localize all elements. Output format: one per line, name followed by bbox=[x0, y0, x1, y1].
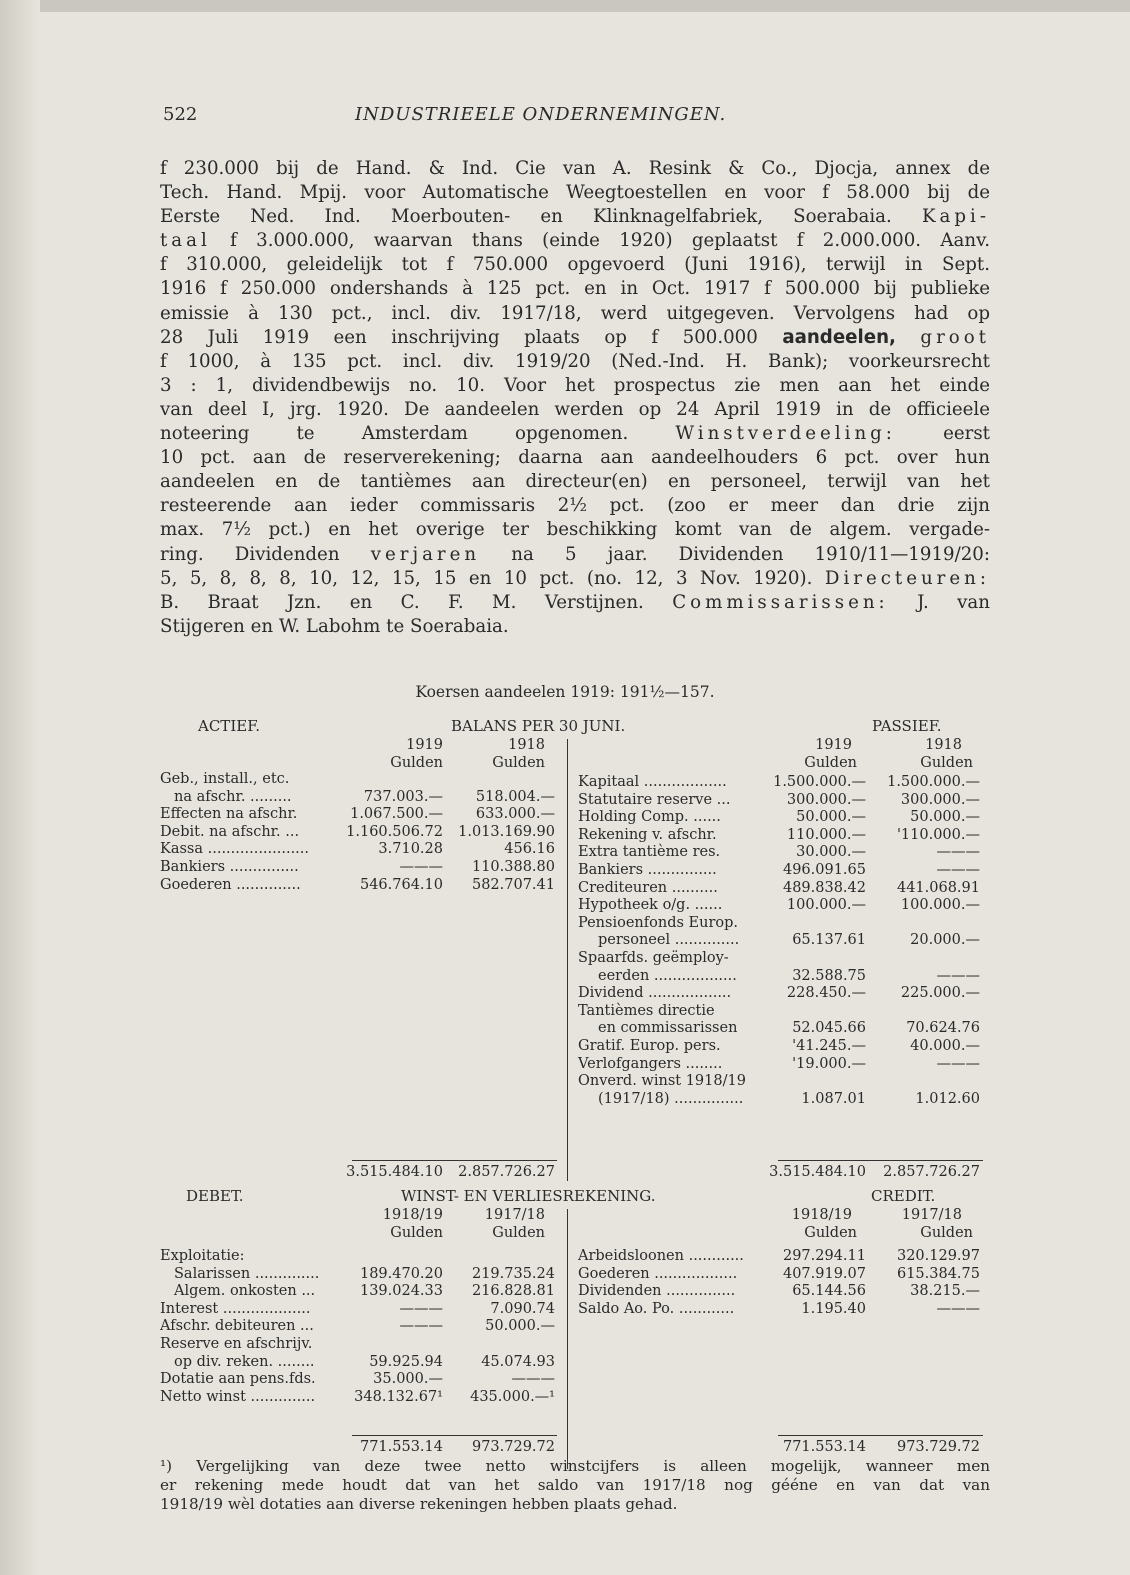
left-side-title: DEBET. bbox=[186, 1187, 244, 1205]
value-cell: ——— bbox=[399, 859, 443, 875]
value-cell: 50.000.— bbox=[910, 809, 980, 826]
text-line: 5, 5, 8, 8, 8, 10, 12, 15, 15 en 10 pct. (no. 12, 3 Nov. 1920). Directeuren: bbox=[160, 567, 990, 589]
value-cell: 435.000.—¹ bbox=[470, 1388, 555, 1405]
value-cell: 65.137.61 bbox=[792, 932, 866, 949]
value-cell: 30.000.— bbox=[796, 844, 866, 861]
row-label: Dividend .................. bbox=[578, 985, 732, 1002]
value-cell: 32.588.75 bbox=[792, 967, 866, 984]
value-cell: ——— bbox=[399, 1300, 443, 1317]
value-cell: '41.245.— bbox=[792, 1038, 866, 1054]
text-line: f 1000, à 135 pct. incl. div. 1919/20 (Ned.-Ind. H. Bank); voorkeursrecht bbox=[160, 350, 990, 372]
row-label: Kapitaal .................. bbox=[578, 774, 727, 790]
value-cell: 100.000.— bbox=[900, 897, 980, 914]
value-cell: 546.764.10 bbox=[359, 876, 443, 893]
footnote-line: 1918/19 wèl dotaties aan diverse rekeningen hebben plaats gehad. bbox=[160, 1495, 678, 1513]
year-header: 1917/18 bbox=[484, 1207, 545, 1223]
value-cell: 228.450.— bbox=[786, 985, 866, 1002]
value-cell: 633.000.— bbox=[475, 806, 555, 823]
row-label: Bankiers ............... bbox=[160, 859, 299, 875]
value-cell: 615.384.75 bbox=[896, 1265, 980, 1282]
text-line: Stijgeren en W. Labohm te Soerabaia. bbox=[160, 615, 509, 637]
total-rule bbox=[778, 1435, 983, 1436]
row-label: en commissarissen bbox=[598, 1020, 738, 1037]
value-cell: 407.919.07 bbox=[782, 1265, 866, 1282]
value-cell: 518.004.— bbox=[475, 788, 555, 805]
text-line: van deel I, jrg. 1920. De aandeelen werden op 24 April 1919 in de officieele bbox=[160, 398, 990, 420]
value-cell: 7.090.74 bbox=[490, 1300, 555, 1317]
value-cell: ——— bbox=[936, 1300, 980, 1317]
value-cell: 110.000.— bbox=[786, 826, 866, 843]
value-cell: ——— bbox=[399, 1318, 443, 1335]
text-line: noteering te Amsterdam opgenomen. Winstverdeeling: eerst bbox=[160, 423, 990, 445]
row-label: Tantièmes directie bbox=[578, 1002, 715, 1019]
total-value: 973.729.72 bbox=[896, 1439, 980, 1455]
value-cell: ——— bbox=[511, 1371, 555, 1388]
value-cell: 737.003.— bbox=[363, 788, 443, 805]
row-label: Onverd. winst 1918/19 bbox=[578, 1073, 746, 1090]
value-cell: 1.160.506.72 bbox=[346, 823, 443, 840]
row-label: Pensioenfonds Europ. bbox=[578, 914, 738, 931]
scan-edge bbox=[0, 0, 1130, 12]
running-title: INDUSTRIEELE ONDERNEMINGEN. bbox=[355, 104, 727, 125]
row-label: Dotatie aan pens.fds. bbox=[160, 1371, 316, 1388]
row-label: Holding Comp. ...... bbox=[578, 809, 721, 826]
value-cell: 45.074.93 bbox=[481, 1353, 555, 1370]
row-label: Netto winst .............. bbox=[160, 1388, 316, 1405]
year-header: 1918 bbox=[925, 737, 962, 753]
value-cell: 59.925.94 bbox=[369, 1353, 443, 1370]
value-cell: 1.195.40 bbox=[801, 1300, 866, 1317]
column-divider bbox=[567, 1209, 568, 1469]
text-line: f 230.000 bij de Hand. & Ind. Cie van A. Resink & Co., Djocja, annex de bbox=[160, 158, 990, 179]
unit-header: Gulden bbox=[804, 755, 857, 771]
row-label: Spaarfds. geëmploy- bbox=[578, 950, 729, 966]
table-title: WINST- EN VERLIESREKENING. bbox=[401, 1187, 656, 1205]
value-cell: 40.000.— bbox=[910, 1038, 980, 1054]
value-cell: 320.129.97 bbox=[896, 1248, 980, 1264]
year-header: 1919 bbox=[815, 737, 852, 753]
text-line: taal f 3.000.000, waarvan thans (einde 1920) geplaatst f 2.000.000. Aanv. bbox=[160, 230, 990, 252]
binding-shadow bbox=[0, 0, 40, 1575]
text-line: 28 Juli 1919 een inschrijving plaats op f 500.000 aandeelen, groot bbox=[160, 326, 990, 348]
row-label: Salarissen .............. bbox=[174, 1265, 320, 1282]
value-cell: 441.068.91 bbox=[896, 879, 980, 896]
share-prices-line: Koersen aandeelen 1919: 191½—157. bbox=[415, 683, 715, 701]
row-label: Bankiers ............... bbox=[578, 862, 717, 878]
text-line: emissie à 130 pct., incl. div. 1917/18, werd uitgegeven. Vervolgens had op bbox=[160, 302, 990, 324]
value-cell: 70.624.76 bbox=[906, 1020, 980, 1037]
value-cell: 1.013.169.90 bbox=[458, 823, 555, 840]
value-cell: 489.838.42 bbox=[782, 879, 866, 896]
row-label: Gratif. Europ. pers. bbox=[578, 1038, 721, 1054]
total-value: 771.553.14 bbox=[359, 1439, 443, 1455]
value-cell: 216.828.81 bbox=[471, 1283, 555, 1300]
value-cell: 348.132.67¹ bbox=[354, 1388, 443, 1405]
value-cell: 582.707.41 bbox=[471, 876, 555, 893]
year-header: 1917/18 bbox=[901, 1207, 962, 1223]
total-value: 2.857.726.27 bbox=[458, 1164, 555, 1180]
text-line: f 310.000, geleidelijk tot f 750.000 opgevoerd (Juni 1916), terwijl in Sept. bbox=[160, 254, 990, 276]
value-cell: 1.067.500.— bbox=[350, 806, 443, 823]
row-label: Goederen .............. bbox=[160, 876, 301, 893]
value-cell: 456.16 bbox=[504, 841, 555, 858]
value-cell: 100.000.— bbox=[786, 897, 866, 914]
value-cell: 65.144.56 bbox=[792, 1283, 866, 1300]
row-label: Exploitatie: bbox=[160, 1248, 245, 1264]
row-label: Reserve en afschrijv. bbox=[160, 1336, 313, 1352]
text-line: resteerende aan ieder commissaris 2½ pct. (zoo er meer dan drie zijn bbox=[160, 495, 990, 517]
row-label: Arbeidsloonen ............ bbox=[578, 1248, 744, 1264]
unit-header: Gulden bbox=[492, 755, 545, 771]
value-cell: 38.215.— bbox=[910, 1283, 980, 1300]
row-label: Dividenden ............... bbox=[578, 1283, 736, 1300]
row-label: eerden .................. bbox=[598, 967, 737, 984]
value-cell: 35.000.— bbox=[373, 1371, 443, 1388]
text-line: 3 : 1, dividendbewijs no. 10. Voor het prospectus zie men aan het einde bbox=[160, 374, 990, 396]
row-label: Crediteuren .......... bbox=[578, 879, 718, 896]
value-cell: 189.470.20 bbox=[359, 1265, 443, 1282]
text-line: ring. Dividenden verjaren na 5 jaar. Dividenden 1910/11—1919/20: bbox=[160, 543, 990, 565]
row-label: Verlofgangers ........ bbox=[578, 1055, 723, 1072]
row-label: Hypotheek o/g. ...... bbox=[578, 897, 723, 914]
value-cell: 20.000.— bbox=[910, 932, 980, 949]
value-cell: '110.000.— bbox=[896, 826, 980, 843]
unit-header: Gulden bbox=[390, 1225, 443, 1241]
row-label: Geb., install., etc. bbox=[160, 771, 290, 787]
total-value: 771.553.14 bbox=[782, 1439, 866, 1455]
value-cell: ——— bbox=[936, 967, 980, 984]
text-line: max. 7½ pct.) en het overige ter beschikking komt van de algem. vergade- bbox=[160, 519, 990, 541]
value-cell: 1.500.000.— bbox=[773, 774, 866, 790]
row-label: Interest ................... bbox=[160, 1300, 311, 1317]
row-label: personeel .............. bbox=[598, 932, 740, 949]
value-cell: 1.500.000.— bbox=[887, 774, 980, 790]
year-header: 1919 bbox=[406, 737, 443, 753]
text-line: aandeelen en de tantièmes aan directeur(en) en personeel, terwijl van het bbox=[160, 471, 990, 493]
unit-header: Gulden bbox=[390, 755, 443, 771]
value-cell: ——— bbox=[936, 862, 980, 878]
value-cell: 110.388.80 bbox=[471, 859, 555, 875]
right-side-title: PASSIEF. bbox=[872, 717, 942, 735]
table-title: BALANS PER 30 JUNI. bbox=[451, 717, 626, 735]
text-line: Eerste Ned. Ind. Moerbouten- en Klinknagelfabriek, Soerabaia. Kapi- bbox=[160, 206, 990, 228]
total-value: 2.857.726.27 bbox=[883, 1164, 980, 1180]
value-cell: 297.294.11 bbox=[782, 1248, 866, 1264]
row-label: Algem. onkosten ... bbox=[174, 1283, 316, 1300]
value-cell: 3.710.28 bbox=[378, 841, 443, 858]
row-label: na afschr. ......... bbox=[174, 788, 292, 805]
row-label: op div. reken. ........ bbox=[174, 1353, 315, 1370]
unit-header: Gulden bbox=[920, 1225, 973, 1241]
total-value: 973.729.72 bbox=[471, 1439, 555, 1455]
value-cell: 219.735.24 bbox=[471, 1265, 555, 1282]
total-value: 3.515.484.10 bbox=[346, 1164, 443, 1180]
value-cell: 50.000.— bbox=[485, 1318, 555, 1335]
value-cell: 300.000.— bbox=[900, 791, 980, 808]
year-header: 1918 bbox=[508, 737, 545, 753]
unit-header: Gulden bbox=[920, 755, 973, 771]
value-cell: '19.000.— bbox=[792, 1055, 866, 1072]
row-label: Goederen .................. bbox=[578, 1265, 738, 1282]
row-label: Kassa ...................... bbox=[160, 841, 310, 858]
year-header: 1918/19 bbox=[382, 1207, 443, 1223]
value-cell: 139.024.33 bbox=[359, 1283, 443, 1300]
text-line: Tech. Hand. Mpij. voor Automatische Weegtoestellen en voor f 58.000 bij de bbox=[160, 182, 990, 204]
total-rule bbox=[778, 1160, 983, 1161]
total-rule bbox=[352, 1160, 557, 1161]
row-label: Effecten na afschr. bbox=[160, 806, 298, 823]
row-label: (1917/18) ............... bbox=[598, 1090, 744, 1107]
value-cell: 300.000.— bbox=[786, 791, 866, 808]
row-label: Extra tantième res. bbox=[578, 844, 721, 861]
year-header: 1918/19 bbox=[791, 1207, 852, 1223]
left-side-title: ACTIEF. bbox=[198, 717, 261, 735]
value-cell: 225.000.— bbox=[900, 985, 980, 1002]
page-header bbox=[163, 104, 983, 128]
right-side-title: CREDIT. bbox=[871, 1187, 936, 1205]
page-number: 522 bbox=[163, 104, 198, 125]
value-cell: 1.012.60 bbox=[915, 1090, 980, 1107]
value-cell: ——— bbox=[936, 844, 980, 861]
row-label: Statutaire reserve ... bbox=[578, 791, 731, 808]
value-cell: 50.000.— bbox=[796, 809, 866, 826]
row-label: Debit. na afschr. ... bbox=[160, 823, 300, 840]
value-cell: 52.045.66 bbox=[792, 1020, 866, 1037]
row-label: Afschr. debiteuren ... bbox=[160, 1318, 314, 1335]
footnote-line: ¹) Vergelijking van deze twee netto winstcijfers is alleen mogelijk, wanneer men bbox=[160, 1457, 990, 1475]
value-cell: 496.091.65 bbox=[782, 862, 866, 878]
value-cell: ——— bbox=[936, 1055, 980, 1072]
total-rule bbox=[352, 1435, 557, 1436]
unit-header: Gulden bbox=[492, 1225, 545, 1241]
company-description bbox=[160, 157, 990, 639]
total-value: 3.515.484.10 bbox=[769, 1164, 866, 1180]
column-divider bbox=[567, 739, 568, 1181]
row-label: Saldo Ao. Po. ............ bbox=[578, 1300, 735, 1317]
value-cell: 1.087.01 bbox=[801, 1090, 866, 1107]
text-line: 10 pct. aan de reserverekening; daarna aan aandeelhouders 6 pct. over hun bbox=[160, 447, 990, 469]
row-label: Rekening v. afschr. bbox=[578, 826, 717, 843]
text-line: B. Braat Jzn. en C. F. M. Verstijnen. Commissarissen: J. van bbox=[160, 591, 990, 613]
footnote-line: er rekening mede houdt dat van het saldo van 1917/18 nog gééne en van dat van bbox=[160, 1476, 990, 1494]
text-line: 1916 f 250.000 ondershands à 125 pct. en in Oct. 1917 f 500.000 bij publieke bbox=[160, 278, 990, 300]
unit-header: Gulden bbox=[804, 1225, 857, 1241]
